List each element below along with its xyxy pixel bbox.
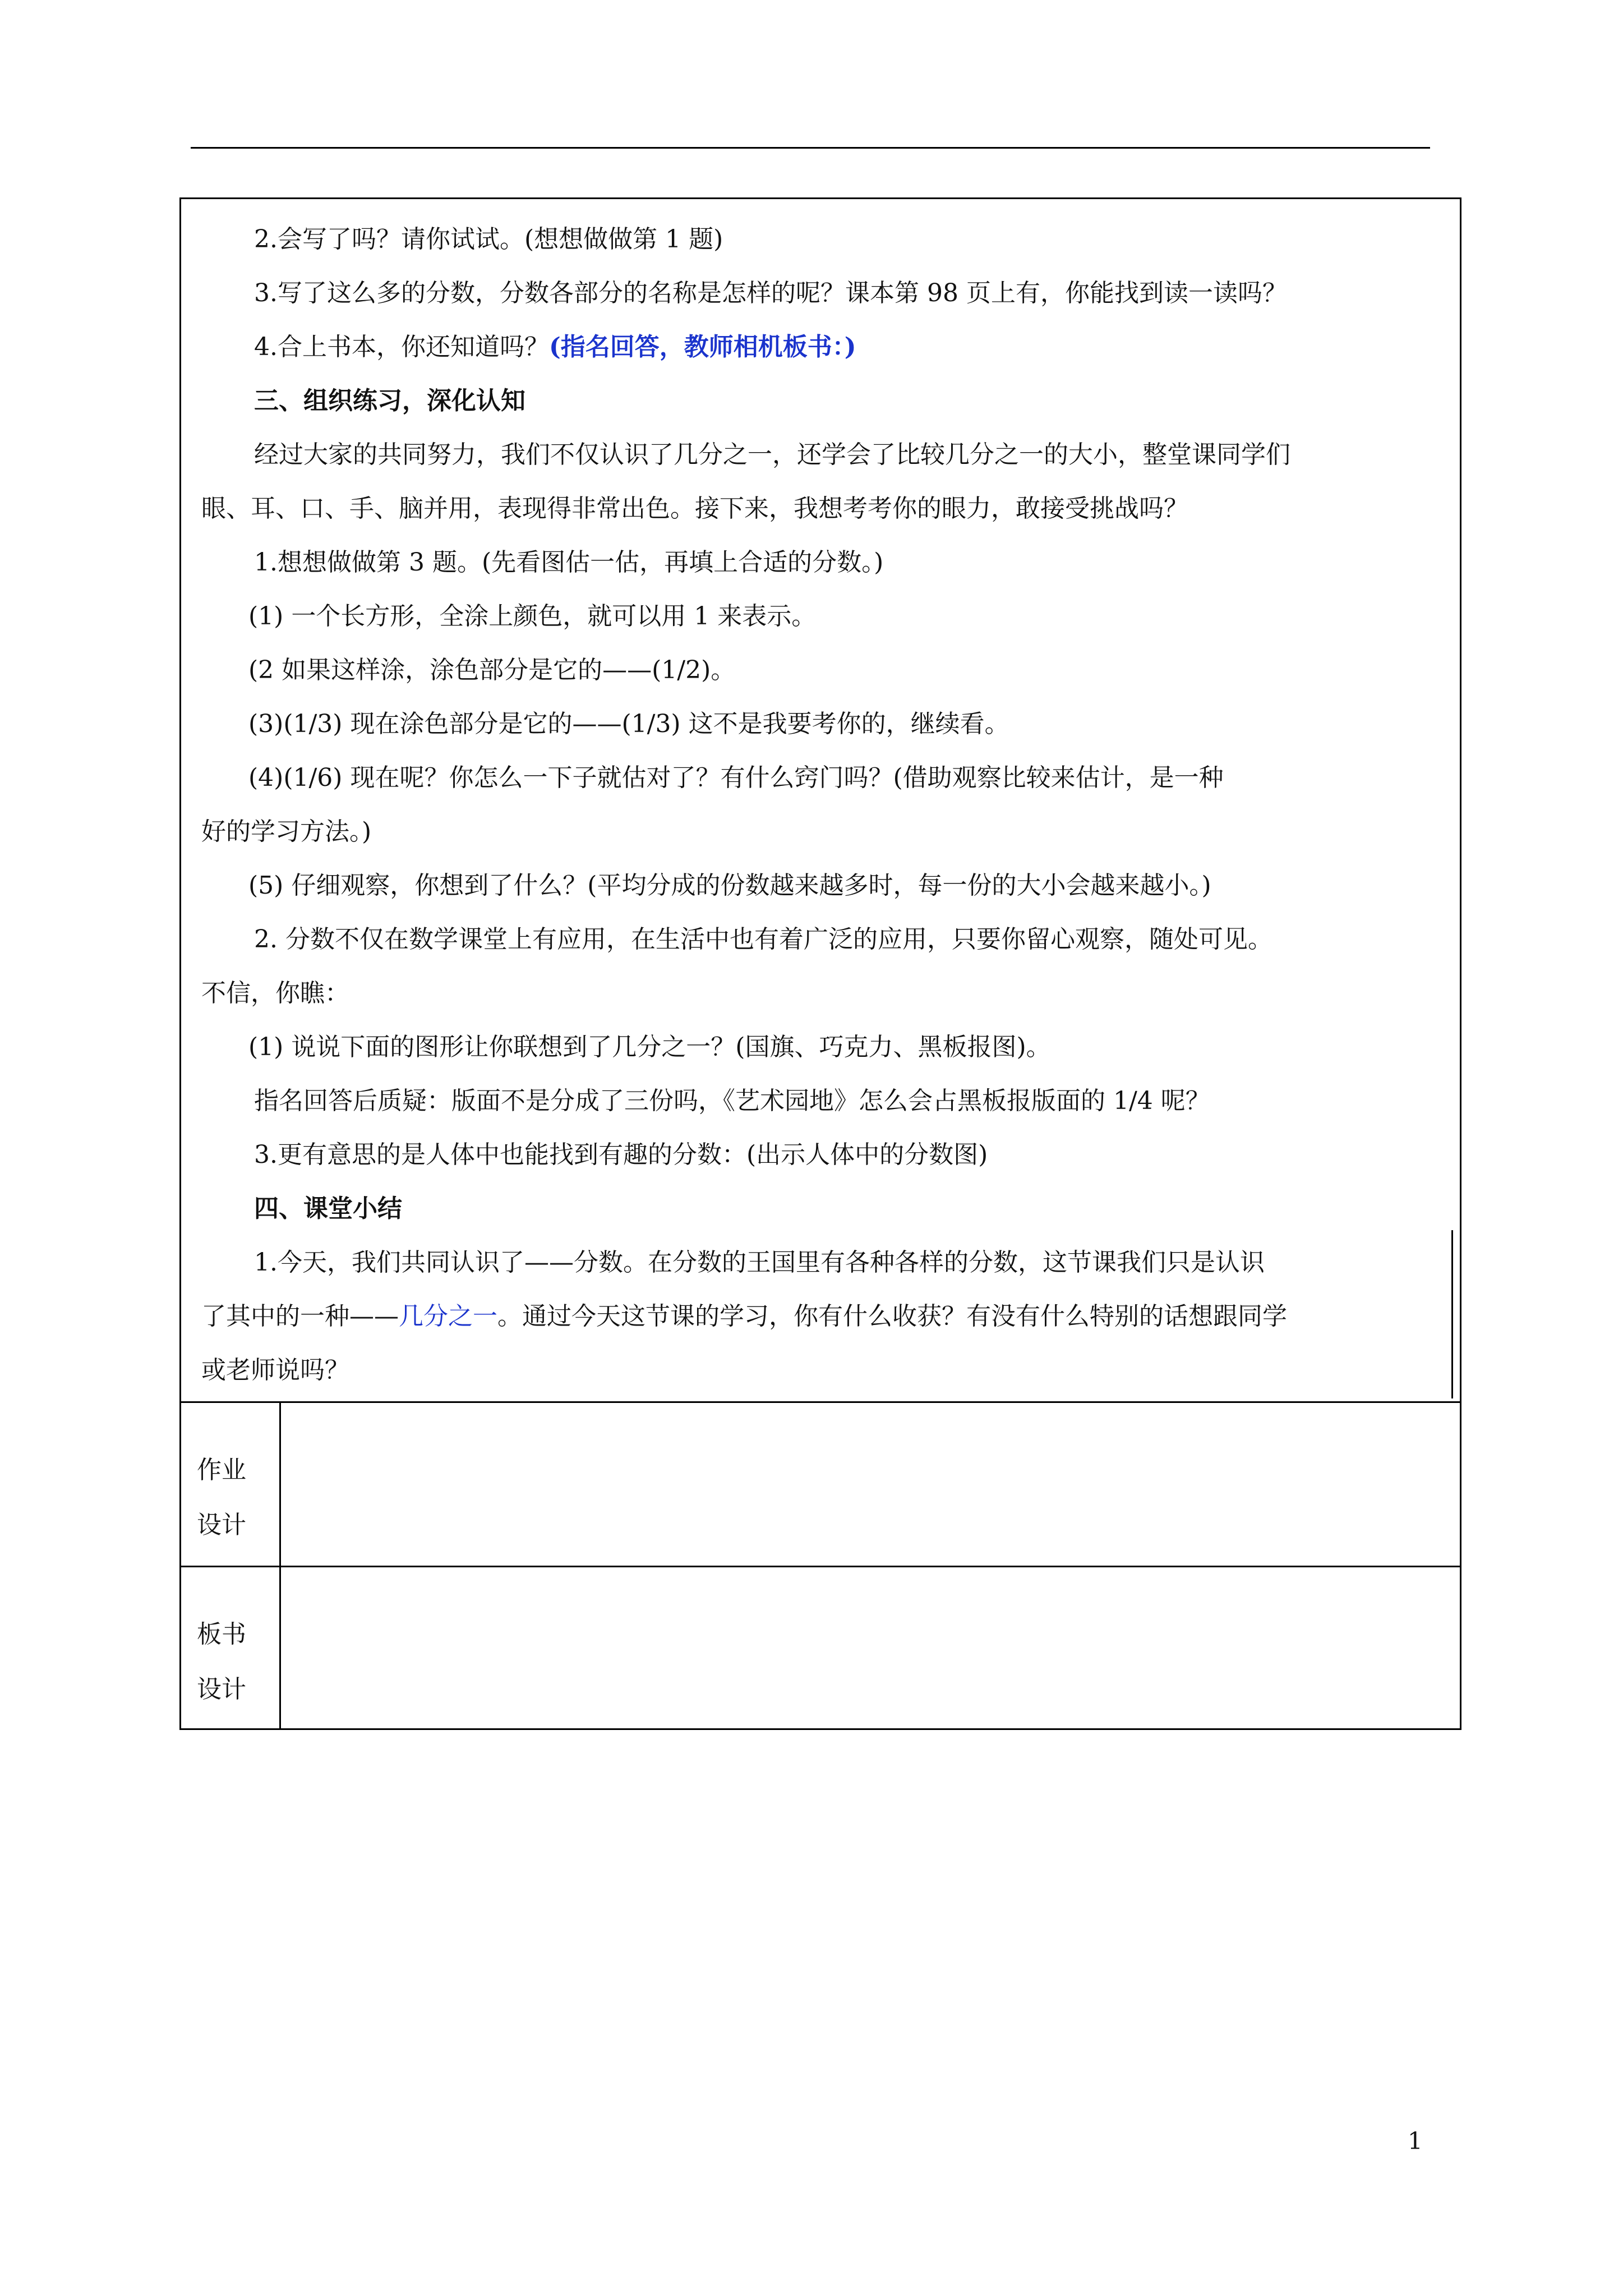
summary-border	[1451, 1230, 1453, 1398]
summary-highlight: 几分之一	[399, 1302, 497, 1331]
page-number: 1	[1408, 2127, 1423, 2155]
summary-line-1: 1.今天，我们共同认识了——分数。在分数的王国里有各种各样的分数，这节课我们只是认识	[254, 1248, 1265, 1277]
exercise-1-item-4: (4)(1/6) 现在呢？你怎么一下子就估对了？有什么窍门吗？(借助观察比较来估计，是一种	[248, 763, 1224, 792]
board-row	[181, 1566, 1460, 1730]
board-content-cell	[281, 1567, 1460, 1730]
exercise-3-line: 3.更有意思的是人体中也能找到有趣的分数：(出示人体中的分数图)	[254, 1140, 988, 1169]
board-label-1: 板书	[197, 1620, 246, 1649]
step-3-line: 3.写了这么多的分数，分数各部分的名称是怎样的呢？课本第 98 页上有，你能找到读一读吗？	[254, 279, 1287, 307]
exercise-2-item-1: (1) 说说下面的图形让你联想到了几分之一？(国旗、巧克力、黑板报图)。	[248, 1033, 1051, 1061]
section-3-heading: 三、组织练习，深化认知	[254, 386, 525, 415]
header-rule	[191, 147, 1430, 149]
summary-line-2-pre: 了其中的一种——	[201, 1302, 399, 1331]
step-4-line	[254, 320, 856, 374]
homework-label-1: 作业	[197, 1456, 246, 1484]
exercise-2-question: 指名回答后质疑：版面不是分成了三份吗，《艺术园地》怎么会占黑板报版面的 1/4 呢？	[254, 1087, 1210, 1115]
board-label-cell	[181, 1567, 281, 1730]
lesson-content-cell	[181, 199, 1460, 1401]
paragraph-line-1: 经过大家的共同努力，我们不仅认识了几分之一，还学会了比较几分之一的大小，整堂课同学们	[254, 440, 1290, 469]
board-label-2: 设计	[197, 1675, 246, 1704]
step-4-text: 4.合上书本，你还知道吗？	[254, 333, 549, 361]
exercise-1-line: 1.想想做做第 3 题。(先看图估一估，再填上合适的分数。)	[254, 548, 884, 577]
exercise-1-item-5: (5) 仔细观察，你想到了什么？(平均分成的份数越来越多时，每一份的大小会越来越小。)	[248, 871, 1211, 900]
homework-label-cell	[181, 1403, 281, 1566]
step-2-line: 2.会写了吗？请你试试。(想想做做第 1 题)	[254, 225, 723, 254]
homework-label-2: 设计	[197, 1511, 246, 1539]
exercise-1-item-4-cont: 好的学习方法。)	[201, 817, 372, 846]
summary-line-3: 或老师说吗？	[201, 1356, 349, 1384]
paragraph-line-2: 眼、耳、口、手、脑并用，表现得非常出色。接下来，我想考考你的眼力，敢接受挑战吗？	[201, 494, 1188, 523]
exercise-2-line-cont: 不信，你瞧：	[201, 979, 349, 1007]
homework-content-cell	[281, 1403, 1460, 1566]
homework-row	[181, 1401, 1460, 1566]
exercise-1-item-1: (1) 一个长方形，全涂上颜色，就可以用 1 来表示。	[248, 602, 817, 631]
step-4-note: (指名回答，教师相机板书：)	[548, 333, 856, 361]
exercise-1-item-3: (3)(1/3) 现在涂色部分是它的——(1/3) 这不是我要考你的，继续看。	[248, 710, 1009, 738]
section-4-heading: 四、课堂小结	[254, 1194, 402, 1223]
exercise-2-line: 2. 分数不仅在数学课堂上有应用，在生活中也有着广泛的应用，只要你留心观察，随处可见。	[254, 925, 1272, 954]
exercise-1-item-2: (2 如果这样涂，涂色部分是它的——(1/2)。	[248, 656, 736, 684]
lesson-plan-table	[179, 197, 1461, 1730]
summary-line-2-post: 。通过今天这节课的学习，你有什么收获？有没有什么特别的话想跟同学	[497, 1302, 1287, 1331]
summary-line-2	[201, 1290, 1287, 1343]
